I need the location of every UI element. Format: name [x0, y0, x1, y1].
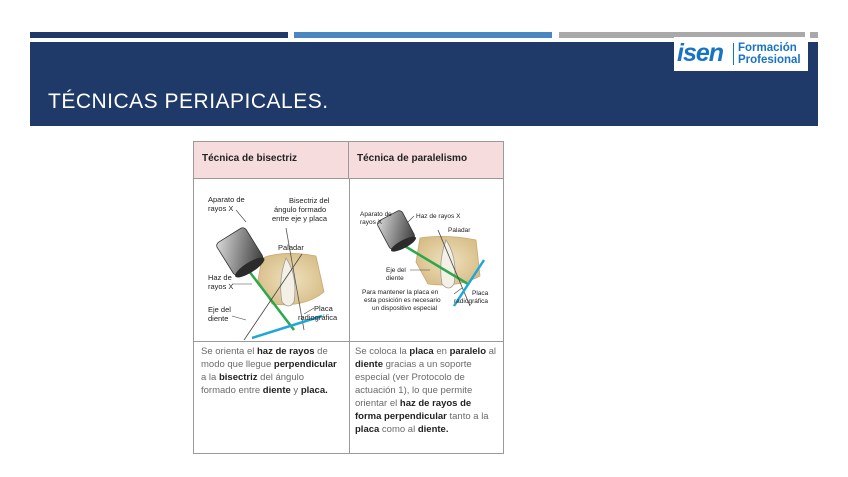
desc-segment: diente. — [417, 424, 449, 435]
desc-segment: Se orienta el — [201, 346, 257, 357]
label-haz-2: rayos X — [208, 282, 234, 291]
label-haz-1: Haz de — [208, 273, 232, 282]
label-eje-2: diente — [386, 275, 404, 282]
header-bisectriz: Técnica de bisectriz — [194, 142, 349, 179]
label-placa-2: radiográfica — [454, 298, 488, 305]
description-paralelismo — [355, 345, 499, 436]
desc-segment: haz de rayos — [256, 346, 315, 357]
label-bisectriz-2: ángulo formado — [274, 205, 327, 214]
desc-segment: perpendicular — [273, 359, 337, 370]
label-eje-1: Eje del — [386, 267, 406, 274]
isen-logo — [674, 37, 808, 71]
desc-segment: en — [433, 346, 450, 357]
technique-table — [193, 141, 504, 454]
label-mantener-2: esta posición es necesario — [364, 297, 441, 304]
desc-segment: del ángulo formado entre — [201, 372, 304, 396]
desc-segment: placa. — [300, 385, 328, 396]
desc-segment: paralelo — [449, 346, 486, 357]
label-eje-2: diente — [208, 314, 229, 323]
desc-segment: placa — [409, 346, 434, 357]
logo-line2: Profesional — [738, 54, 801, 66]
desc-segment: como al — [379, 424, 418, 435]
desc-segment: Se coloca la — [355, 346, 410, 357]
description-bisectriz — [201, 345, 341, 397]
desc-segment: a la — [201, 372, 219, 383]
label-haz: Haz de rayos X — [416, 213, 461, 220]
label-bisectriz-3: entre eje y placa — [272, 214, 328, 223]
label-aparato-2: rayos X — [360, 219, 383, 226]
desc-segment: haz de rayos de forma perpendicular — [355, 398, 472, 422]
desc-segment: bisectriz — [218, 372, 258, 383]
label-placa-1: Placa — [314, 304, 333, 313]
label-bisectriz-1: Bisectriz del — [289, 196, 330, 205]
label-aparato-2: rayos X — [208, 204, 234, 213]
accent-bar-gray-small — [810, 32, 818, 38]
label-paladar: Paladar — [278, 243, 304, 252]
label-eje-1: Eje del — [208, 305, 231, 314]
desc-segment: tanto a la — [446, 411, 489, 422]
bisectriz-illustration — [194, 180, 349, 340]
desc-segment: gracias a un soporte especial (ver Protocolo de actuación 1), lo que permite orientar el — [355, 359, 473, 409]
accent-bar-navy — [30, 32, 288, 38]
row-divider — [194, 341, 503, 342]
desc-segment: diente — [262, 385, 291, 396]
label-paladar: Paladar — [448, 227, 471, 234]
label-aparato-1: Aparato de — [208, 195, 245, 204]
label-placa-2: radiográfica — [298, 313, 338, 322]
label-mantener-1: Para mantener la placa en — [362, 289, 439, 296]
accent-bar-blue — [294, 32, 552, 38]
desc-segment: diente — [355, 359, 383, 370]
logo-line1: Formación — [738, 42, 797, 54]
desc-segment: y — [290, 385, 301, 396]
desc-segment: al — [486, 346, 497, 357]
desc-segment: placa — [355, 424, 380, 435]
label-mantener-3: un dispositivo especial — [372, 305, 438, 312]
paralelismo-illustration — [350, 180, 503, 340]
desc-segment: de modo que llegue — [201, 346, 328, 370]
label-placa-1: Placa — [472, 290, 489, 297]
header-paralelismo: Técnica de paralelismo — [349, 142, 503, 179]
logo-mark: isen — [677, 39, 724, 67]
slide-title: TÉCNICAS PERIAPICALES. — [48, 90, 329, 113]
label-aparato-1: Aparato de — [360, 211, 392, 218]
logo-separator — [733, 43, 734, 65]
